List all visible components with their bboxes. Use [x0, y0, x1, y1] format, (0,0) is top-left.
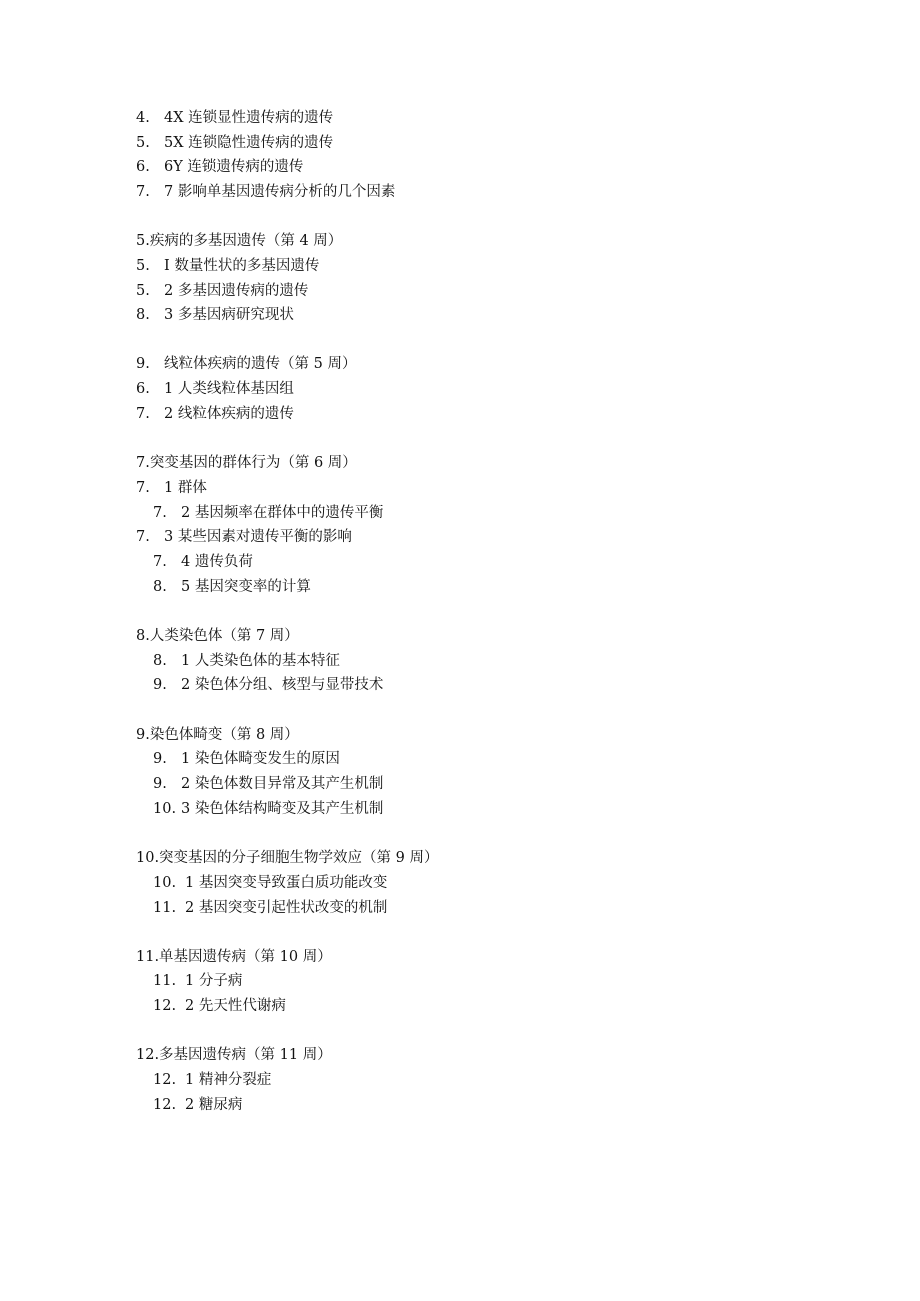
item-number: 11. [153, 900, 177, 916]
item-text: 3 多基因病研究现状 [164, 307, 294, 323]
item-text: 2 糖尿病 [185, 1097, 243, 1113]
item-text: 3 某些因素对遗传平衡的影响 [164, 529, 352, 545]
list-item [153, 970, 242, 992]
list-item [153, 748, 340, 770]
item-text: 3 染色体结构畸变及其产生机制 [181, 801, 384, 817]
section-heading: 12.多基因遗传病（第 11 周） [136, 1047, 332, 1063]
item-text: 7 影响单基因遗传病分析的几个因素 [164, 184, 396, 200]
list-item [136, 132, 333, 154]
section-heading: 9.染色体畸变（第 8 周） [136, 727, 299, 743]
item-text: 1 分子病 [185, 973, 243, 989]
item-text: 2 基因突变引起性状改变的机制 [185, 900, 388, 916]
item-number: 5. [136, 135, 150, 151]
item-text: 2 线粒体疾病的遗传 [164, 406, 294, 422]
item-text: 2 基因频率在群体中的遗传平衡 [181, 505, 384, 521]
list-item [153, 773, 383, 795]
list-item [136, 378, 294, 400]
item-text: 4 遗传负荷 [181, 554, 253, 570]
item-text: 5 基因突变率的计算 [181, 579, 311, 595]
item-number: 9. [153, 751, 167, 767]
section-heading [136, 353, 356, 375]
list-item [136, 181, 395, 203]
list-item [153, 1069, 271, 1091]
section-heading: 7.突变基因的群体行为（第 6 周） [136, 455, 357, 471]
item-number: 6. [136, 159, 150, 175]
item-number: 7. [136, 529, 150, 545]
item-number: 10. [153, 801, 177, 817]
item-text: I 数量性状的多基因遗传 [164, 258, 320, 274]
item-number: 7. [153, 505, 167, 521]
list-item [136, 107, 333, 129]
item-number: 6. [136, 381, 150, 397]
item-number: 8. [153, 653, 167, 669]
list-item [136, 477, 207, 499]
list-item [136, 156, 303, 178]
item-number: 7. [136, 480, 150, 496]
item-number: 7. [136, 406, 150, 422]
item-number: 5. [136, 258, 150, 274]
list-item [153, 872, 387, 894]
item-text: 1 精神分裂症 [185, 1072, 272, 1088]
section-heading: 11.单基因遗传病（第 10 周） [136, 949, 332, 965]
list-item [136, 255, 319, 277]
item-number: 5. [136, 283, 150, 299]
item-text: 6Y 连锁遗传病的遗传 [164, 159, 304, 175]
heading-number: 9. [136, 356, 150, 372]
section-heading: 5.疾病的多基因遗传（第 4 周） [136, 233, 343, 249]
item-number: 7. [153, 554, 167, 570]
item-number: 9. [153, 677, 167, 693]
item-number: 10. [153, 875, 177, 891]
list-item [153, 674, 383, 696]
item-text: 1 群体 [164, 480, 207, 496]
list-item [153, 650, 340, 672]
list-item [136, 403, 294, 425]
list-item [136, 280, 308, 302]
heading-text: 线粒体疾病的遗传（第 5 周） [164, 356, 357, 372]
item-number: 11. [153, 973, 177, 989]
item-number: 8. [153, 579, 167, 595]
list-item [136, 526, 352, 548]
item-number: 12. [153, 1072, 177, 1088]
item-text: 5X 连锁隐性遗传病的遗传 [164, 135, 334, 151]
item-text: 1 人类染色体的基本特征 [181, 653, 340, 669]
item-text: 2 染色体分组、核型与显带技术 [181, 677, 384, 693]
item-number: 8. [136, 307, 150, 323]
list-item [153, 576, 311, 598]
item-text: 2 多基因遗传病的遗传 [164, 283, 309, 299]
item-number: 7. [136, 184, 150, 200]
item-text: 2 染色体数目异常及其产生机制 [181, 776, 384, 792]
item-number: 12. [153, 1097, 177, 1113]
list-item [153, 897, 387, 919]
item-text: 2 先天性代谢病 [185, 998, 286, 1014]
item-number: 4. [136, 110, 150, 126]
list-item [153, 551, 253, 573]
item-number: 9. [153, 776, 167, 792]
section-heading: 8.人类染色体（第 7 周） [136, 628, 299, 644]
list-item [136, 304, 294, 326]
item-number: 12. [153, 998, 177, 1014]
list-item [153, 995, 286, 1017]
item-text: 1 基因突变导致蛋白质功能改变 [185, 875, 388, 891]
list-item [153, 798, 383, 820]
section-heading: 10.突变基因的分子细胞生物学效应（第 9 周） [136, 850, 439, 866]
item-text: 1 染色体畸变发生的原因 [181, 751, 340, 767]
item-text: 1 人类线粒体基因组 [164, 381, 294, 397]
list-item [153, 1094, 242, 1116]
item-text: 4X 连锁显性遗传病的遗传 [164, 110, 334, 126]
list-item [153, 502, 383, 524]
